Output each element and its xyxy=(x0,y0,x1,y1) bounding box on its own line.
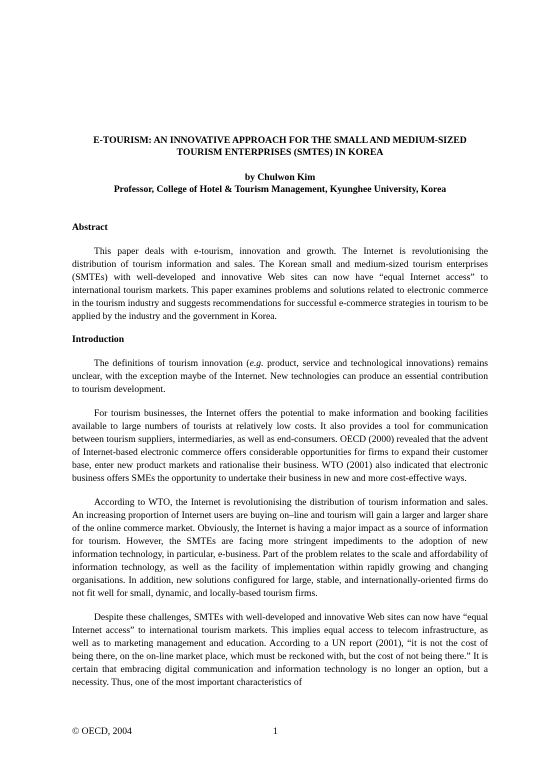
paper-title xyxy=(72,135,488,159)
title-line-2: TOURISM ENTERPRISES (SMTES) IN KOREA xyxy=(176,147,384,158)
author-name: by Chulwon Kim xyxy=(244,172,316,183)
title-line-1: E-TOURISM: AN INNOVATIVE APPROACH FOR THE SMALL AND MEDIUM-SIZED xyxy=(93,135,467,146)
intro-p1-text-b: product, service and technological innovations) remains unclear, with the exception maybe of the Internet. New technologies can produce an essential contribution to tourism development. xyxy=(72,358,489,395)
page-body xyxy=(72,135,488,700)
page-number: 1 xyxy=(273,726,278,737)
introduction-paragraph-4: Despite these challenges, SMTEs with well-developed and innovative Web sites can now have “equal Internet access” to international tourism markets. This implies equal access to telecom infrastructure, as well as to marketing management and education. According to a UN report (2001), “it is not the cost of being there, on the on-line market place, which must be reckoned with, but the cost of not being there.” It is certain that embracing digital communication and information technology is no longer an option, but a necessity. Thus, one of the most important characteristics of xyxy=(72,612,488,688)
author-block xyxy=(72,172,488,196)
intro-p1-text-a: The definitions of tourism innovation ( xyxy=(94,358,250,369)
author-affiliation: Professor, College of Hotel & Tourism Management, Kyunghee University, Korea xyxy=(113,184,447,195)
introduction-paragraph-3: According to WTO, the Internet is revolutionising the distribution of tourism information and sales. An increasing proportion of Internet users are buying on–line and tourism will gain a larger and larger share of the online commerce market. Obviously, the Internet is having a major impact as a source of information for tourism. However, the SMTEs are facing more stringent impediments to the adoption of new information technology, in particular, e-business. Part of the problem relates to the scale and affordability of information technology, as well as the facility of implementation within rapidly growing and changing organisations. In addition, new solutions configured for large, stable, and internationally-oriented firms do not fit well for small, dynamic, and locally-based tourism firms. xyxy=(72,497,488,599)
introduction-heading: Introduction xyxy=(72,334,125,345)
introduction-paragraph-1 xyxy=(72,357,488,396)
introduction-paragraph-2: For tourism businesses, the Internet offers the potential to make information and booking facilities available to large numbers of tourists at relatively low costs. It also provides a tool for communication between tourism suppliers, intermediaries, as well as end-consumers. OECD (2000) revealed that the advent of Internet-based electronic commerce offers considerable opportunities for firms to expand their customer base, enter new product markets and rationalise their business. WTO (2001) also indicated that electronic business offers SMEs the opportunity to undertake their business in new and more cost-effective ways. xyxy=(72,408,488,484)
copyright-notice: © OECD, 2004 xyxy=(72,726,132,737)
intro-p1-eg: e.g. xyxy=(249,358,264,369)
abstract-heading: Abstract xyxy=(72,222,108,233)
abstract-paragraph: This paper deals with e-tourism, innovation and growth. The Internet is revolutionising the distribution of tourism information and sales. The Korean small and medium-sized tourism enterprises (SMTEs) with well-developed and innovative Web sites can now have “equal Internet access” to international tourism markets. This paper examines problems and solutions related to electronic commerce in the tourism industry and suggests recommendations for successful e-commerce strategies in tourism to be applied by the industry and the government in Korea. xyxy=(72,246,488,322)
